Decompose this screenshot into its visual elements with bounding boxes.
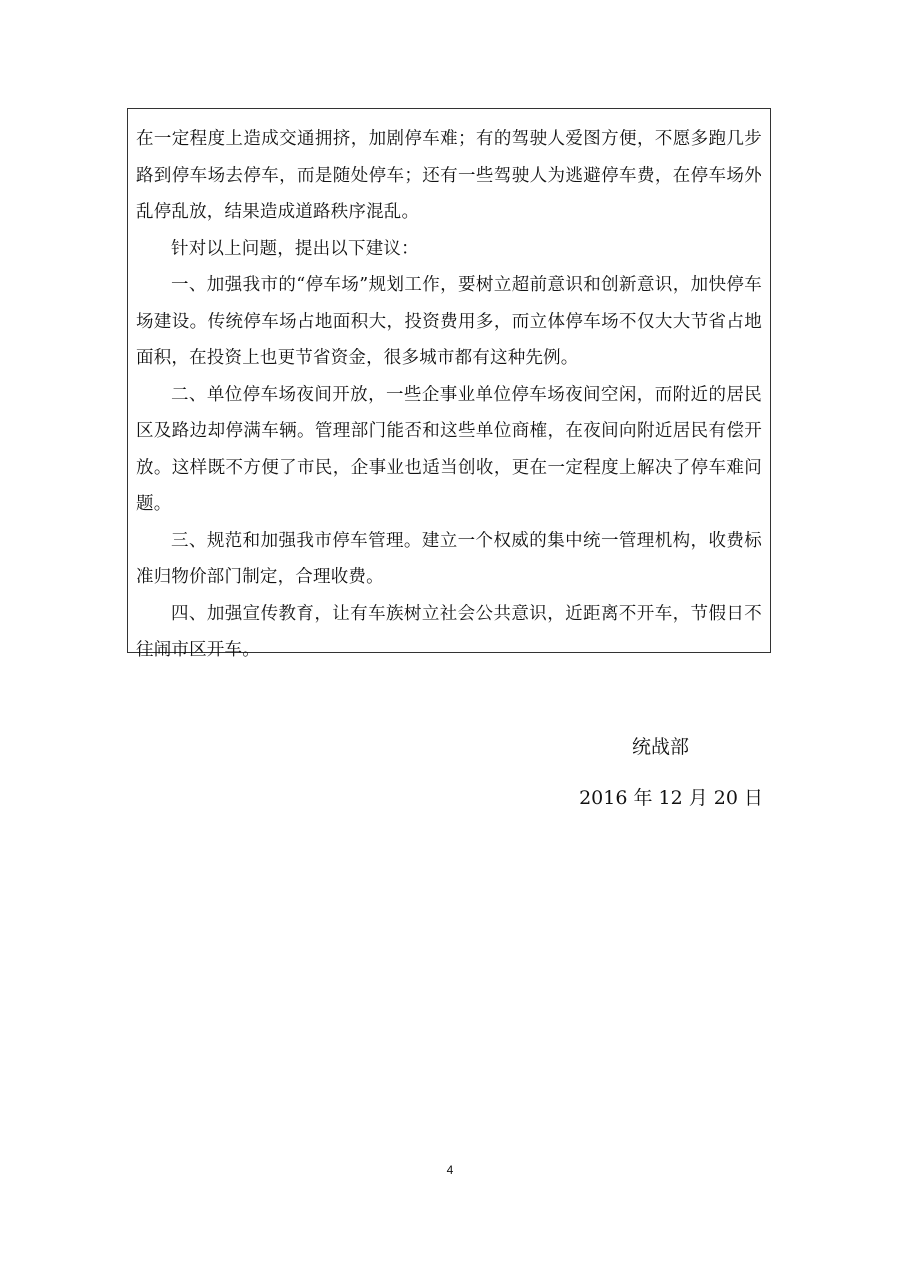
- paragraph-suggestion-2: 二、单位停车场夜间开放，一些企事业单位停车场夜间空闲，而附近的居民区及路边却停满车辆。管理部门能否和这些单位商榷，在夜间向附近居民有偿开放。这样既不方便了市民，企事业也适当创收，更在一定程度上解决了停车难问题。: [136, 384, 762, 514]
- page-number: 4: [446, 1163, 454, 1177]
- paragraph-suggestion-3: 三、规范和加强我市停车管理。建立一个权威的集中统一管理机构，收费标准归物价部门制定，合理收费。: [136, 530, 762, 587]
- paragraph-suggestion-1: 一、加强我市的“停车场”规划工作，要树立超前意识和创新意识，加快停车场建设。传统停车场占地面积大，投资费用多，而立体停车场不仅大大节省占地面积，在投资上也更节省资金，很多城市都有这种先例。: [136, 275, 762, 368]
- content-box: [127, 108, 771, 660]
- signature-date: 2016 年 12 月 20 日: [579, 787, 763, 809]
- signature-department: 统战部: [632, 736, 690, 758]
- paragraph-continuation: 在一定程度上造成交通拥挤，加剧停车难；有的驾驶人爱图方便，不愿多跑几步路到停车场去停车，而是随处停车；还有一些驾驶人为逃避停车费，在停车场外乱停乱放，结果造成道路秩序混乱。: [136, 129, 762, 222]
- paragraph-suggestion-4: 四、加强宣传教育，让有车族树立社会公共意识，近距离不开车，节假日不往闹市区开车。: [136, 603, 762, 660]
- paragraph-intro: 针对以上问题，提出以下建议：: [171, 238, 419, 259]
